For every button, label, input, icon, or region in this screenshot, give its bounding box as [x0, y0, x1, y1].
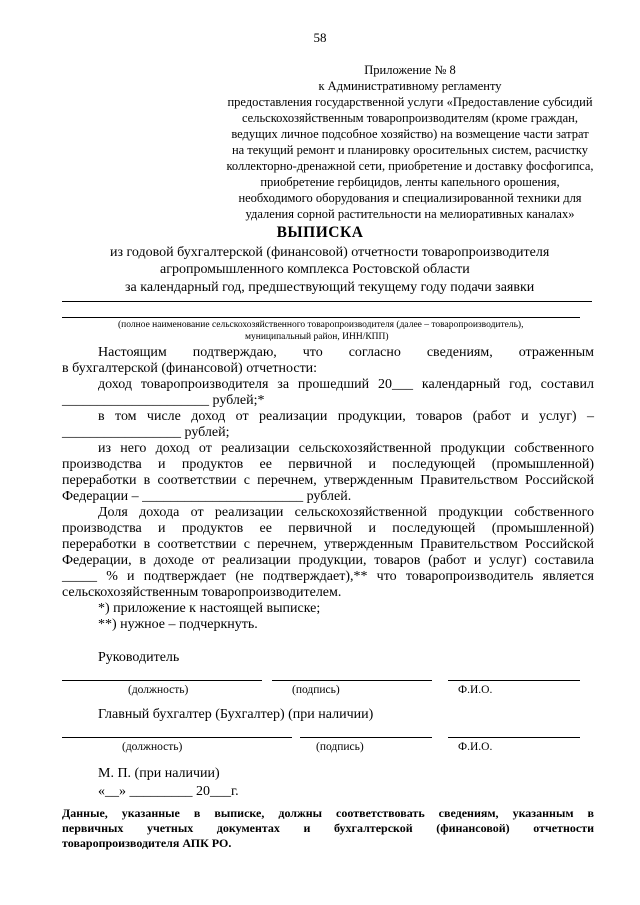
head-label: Руководитель: [98, 650, 180, 665]
appendix-line: ведущих личное подсобное хозяйство) на возмещение части затрат: [231, 127, 589, 141]
accountant-signature-line[interactable]: [300, 737, 432, 738]
notice-line: товаропроизводителя АПК РО.: [62, 836, 232, 850]
footnote-underline: **) нужное – подчеркнуть.: [98, 617, 258, 632]
appendix-line: удаления сорной растительности на мелиоративных каналах»: [245, 207, 575, 221]
sales-income-amount-field[interactable]: _________________ рублей;: [62, 425, 230, 440]
appendix-line: предоставления государственной услуги «Предоставление субсидий: [227, 95, 593, 109]
appendix-line: на текущий ремонт и планировку оросительных систем, расчистку: [231, 143, 589, 157]
fio-caption: Ф.И.О.: [458, 684, 493, 696]
agri-income-line: переработки в соответствии с перечнем, утвержденным Правительством Российской: [62, 473, 594, 488]
subtitle-line: из годовой бухгалтерской (финансовой) отчетности товаропроизводителя: [110, 245, 550, 260]
appendix-line: сельскохозяйственным товаропроизводителям (кроме граждан,: [241, 111, 579, 125]
producer-name-line[interactable]: [62, 317, 580, 318]
signature-caption: (подпись): [292, 684, 340, 696]
producer-name-caption: муниципальный район, ИНН/КПП): [245, 332, 389, 342]
income-line: доход товаропроизводителя за прошедший 20___ календарный год, составил: [98, 377, 594, 392]
agri-income-line: производства и продуктов ее первичной и последующей (промышленной): [62, 457, 594, 472]
stamp-label: М. П. (при наличии): [98, 766, 220, 781]
share-line: Федерации, в доходе от реализации продукции, товаров (работ и услуг) составила: [62, 553, 594, 568]
appendix-line: необходимого оборудования и специализированной техники для: [238, 191, 582, 205]
head-signature-line[interactable]: [272, 680, 432, 681]
page-number: 58: [313, 30, 327, 45]
appendix-line: коллекторно-дренажной сети, приобретение и доставку фосфогипса,: [226, 159, 594, 173]
agri-income-amount-field[interactable]: Федерации – _______________________ рублей.: [62, 489, 352, 504]
notice-line: Данные, указанные в выписке, должны соответствовать сведениям, указанным в: [62, 806, 594, 820]
paragraph-line: в бухгалтерской (финансовой) отчетности:: [62, 361, 318, 376]
chief-accountant-label: Главный бухгалтер (Бухгалтер) (при наличии): [98, 707, 374, 722]
appendix-line: Приложение № 8: [364, 63, 456, 77]
head-position-line[interactable]: [62, 680, 262, 681]
subtitle-line: агропромышленного комплекса Ростовской области: [160, 262, 470, 277]
footnote-attachment: *) приложение к настоящей выписке;: [98, 601, 321, 616]
share-line: сельскохозяйственным товаропроизводителем.: [62, 585, 342, 600]
position-caption: (должность): [122, 741, 183, 753]
subtitle-line: за календарный год, предшествующий текущему году подачи заявки: [125, 280, 535, 295]
position-caption: (должность): [128, 684, 189, 696]
head-fio-line[interactable]: [448, 680, 580, 681]
fio-caption: Ф.И.О.: [458, 741, 493, 753]
producer-name-caption: (полное наименование сельскохозяйственного товаропроизводителя (далее – товаропроизводитель),: [118, 320, 524, 330]
signature-caption: (подпись): [316, 741, 364, 753]
producer-name-line[interactable]: [62, 301, 592, 302]
share-percent-field[interactable]: _____ % и подтверждает (не подтверждает),** что товаропроизводитель является: [62, 569, 594, 584]
share-line: Доля дохода от реализации сельскохозяйственной продукции собственного: [98, 505, 594, 520]
income-amount-field[interactable]: _____________________ рублей;*: [62, 393, 265, 408]
paragraph-confirm: Настоящим подтверждаю, что согласно сведениям, отраженным: [98, 345, 594, 360]
appendix-line: к Административному регламенту: [318, 79, 502, 93]
date-field[interactable]: «__» _________ 20___г.: [98, 784, 239, 799]
document-title: ВЫПИСКА: [276, 224, 364, 241]
share-line: производства и продуктов ее первичной и последующей (промышленной): [62, 521, 594, 536]
agri-income-line: из него доход от реализации сельскохозяйственной продукции собственного: [98, 441, 594, 456]
sales-income-line: в том числе доход от реализации продукции, товаров (работ и услуг) –: [98, 409, 594, 424]
accountant-position-line[interactable]: [62, 737, 292, 738]
notice-line: первичных учетных документах и бухгалтерской (финансовой) отчетности: [62, 821, 594, 835]
accountant-fio-line[interactable]: [448, 737, 580, 738]
appendix-line: приобретение гербицидов, ленты капельного орошения,: [260, 175, 560, 189]
share-line: переработки в соответствии с перечнем, утвержденным Правительством Российской: [62, 537, 594, 552]
